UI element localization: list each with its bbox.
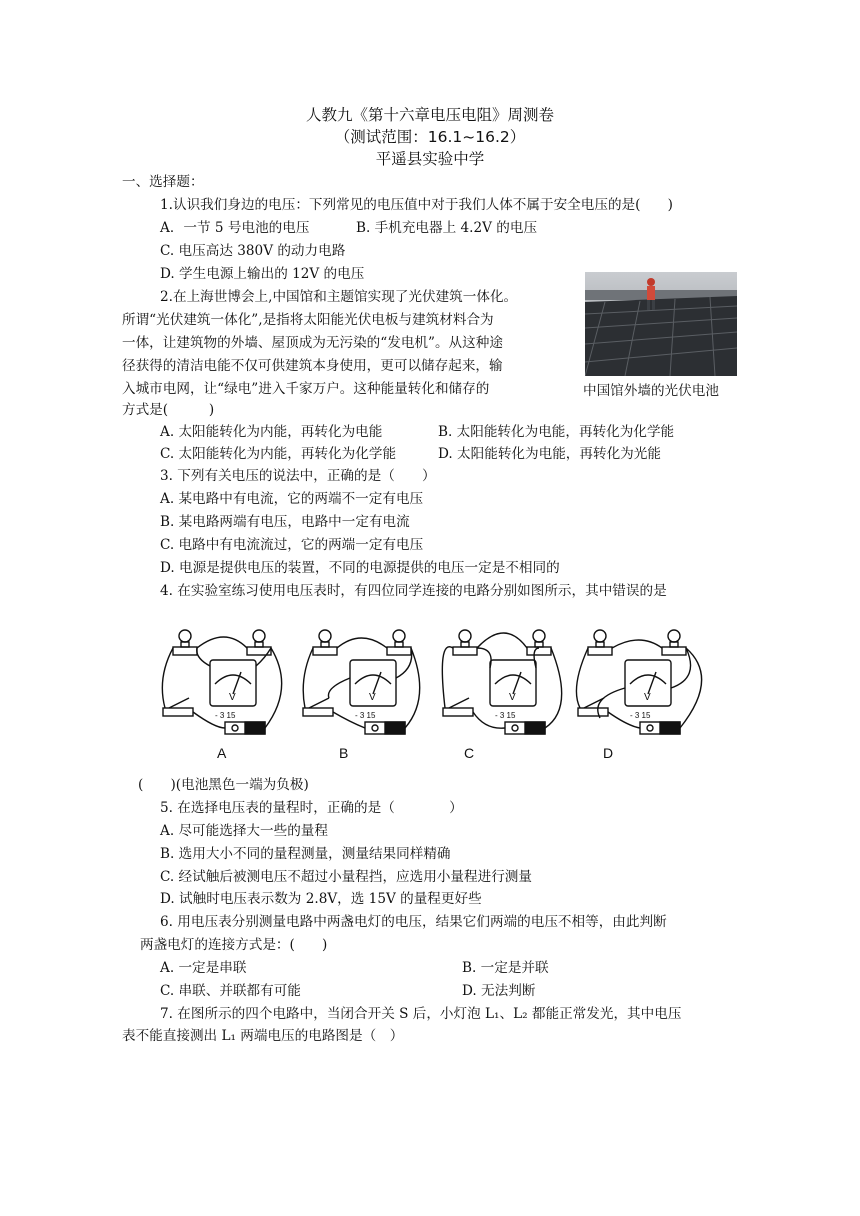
q6-line-1: 6. 用电压表分别测量电路中两盏电灯的电压，结果它们两端的电压不相等，由此判断 xyxy=(160,914,667,930)
q2-line-3: 一体，让建筑物的外墙、屋顶成为无污染的“发电机”。从这种途 xyxy=(122,335,503,351)
voltmeter-symbol: V xyxy=(369,692,376,703)
q3-option-c: C. 电路中有电流流过，它的两端一定有电压 xyxy=(160,537,424,553)
q2-line-1: 2.在上海世博会上,中国馆和主题馆实现了光伏建筑一体化。 xyxy=(160,289,518,305)
circuit-a xyxy=(162,630,281,734)
voltmeter-scale: - 3 15 xyxy=(495,711,516,720)
page-title: 人教九《第十六章电压电阻》周测卷 xyxy=(305,106,554,124)
q2-option-d: D. 太阳能转化为电能，再转化为光能 xyxy=(438,446,661,462)
q3-option-b: B. 某电路两端有电压，电路中一定有电流 xyxy=(160,514,410,530)
q3-stem: 3. 下列有关电压的说法中，正确的是（ ） xyxy=(160,468,436,484)
q1-option-b: B. 手机充电器上 4.2V 的电压 xyxy=(356,220,538,236)
q5-option-a: A. 尽可能选择大一些的量程 xyxy=(160,823,328,839)
bulb-icon xyxy=(387,630,411,655)
q1-stem: 1.认识我们身边的电压：下列常见的电压值中对于我们人体不属于安全电压的是( ) xyxy=(160,197,673,213)
voltmeter-icon xyxy=(350,660,396,720)
voltmeter-scale: - 3 15 xyxy=(215,711,236,720)
voltmeter-symbol: V xyxy=(644,692,651,703)
q7-line-2: 表不能直接测出 L₁ 两端电压的电路图是（ ） xyxy=(122,1028,404,1044)
voltmeter-icon xyxy=(490,660,536,720)
bulb-icon xyxy=(173,630,197,655)
q6-option-b: B. 一定是并联 xyxy=(462,960,549,976)
q2-option-c: C. 太阳能转化为内能，再转化为化学能 xyxy=(160,446,397,462)
circuit-label-a: A xyxy=(217,745,227,761)
bulb-icon xyxy=(662,630,686,655)
q5-option-c: C. 经试触后被测电压不超过小量程挡，应选用小量程进行测量 xyxy=(160,869,532,885)
q1-option-c: C. 电压高达 380V 的动力电路 xyxy=(160,243,346,259)
section-heading: 一、选择题： xyxy=(122,174,204,190)
bulb-icon xyxy=(247,630,271,655)
q6-option-c: C. 串联、并联都有可能 xyxy=(160,983,301,999)
q2-line-2: 所谓“光伏建筑一体化”,是指将太阳能光伏电板与建筑材料合为 xyxy=(122,312,494,328)
q2-line-5: 入城市电网，让“绿电”进入千家万户。这种能量转化和储存的 xyxy=(122,381,490,397)
q4-stem: 4. 在实验室练习使用电压表时，有四位同学连接的电路分别如图所示，其中错误的是 xyxy=(160,583,667,599)
q5-option-b: B. 选用大小不同的量程测量，测量结果同样精确 xyxy=(160,846,451,862)
solar-panel-photo xyxy=(585,272,737,376)
battery-icon xyxy=(505,722,545,734)
q3-option-d: D. 电源是提供电压的装置，不同的电源提供的电压一定是不相同的 xyxy=(160,560,560,576)
circuit-c xyxy=(442,630,561,734)
voltmeter-icon xyxy=(210,660,256,720)
circuit-label-b: B xyxy=(339,745,349,761)
voltmeter-symbol: V xyxy=(509,692,516,703)
switch-icon xyxy=(303,698,333,716)
battery-icon xyxy=(225,722,265,734)
photo-caption: 中国馆外墙的光伏电池 xyxy=(583,383,719,398)
q2-line-4: 径获得的清洁电能不仅可供建筑本身使用，更可以储存起来，输 xyxy=(122,358,503,374)
battery-icon xyxy=(365,722,405,734)
bulb-icon xyxy=(313,630,337,655)
circuit-d xyxy=(576,630,701,734)
bulb-icon xyxy=(453,630,477,655)
battery-icon xyxy=(640,722,680,734)
voltmeter-symbol: V xyxy=(229,692,236,703)
voltmeter-icon xyxy=(625,660,671,720)
q2-option-a: A. 太阳能转化为内能，再转化为电能 xyxy=(160,424,383,440)
switch-icon xyxy=(578,698,608,716)
q5-stem: 5. 在选择电压表的量程时，正确的是（ ） xyxy=(160,800,463,816)
q1-option-d: D. 学生电源上输出的 12V 的电压 xyxy=(160,266,365,282)
q3-option-a: A. 某电路中有电流，它的两端不一定有电压 xyxy=(160,491,424,507)
circuit-b xyxy=(303,630,420,734)
voltmeter-scale: - 3 15 xyxy=(630,711,651,720)
test-range: （测试范围：16.1~16.2） xyxy=(334,128,526,146)
q5-option-d: D. 试触时电压表示数为 2.8V，选 15V 的量程更好些 xyxy=(160,891,482,907)
bulb-icon xyxy=(588,630,612,655)
switch-icon xyxy=(443,698,473,716)
q7-line-1: 7. 在图所示的四个电路中，当闭合开关 S 后，小灯泡 L₁、L₂ 都能正常发光，其中电压 xyxy=(160,1006,682,1022)
voltmeter-scale: - 3 15 xyxy=(355,711,376,720)
q2-line-6: 方式是( ) xyxy=(122,402,215,418)
circuit-diagrams xyxy=(150,618,710,748)
q6-option-d: D. 无法判断 xyxy=(462,983,536,999)
q6-option-a: A. 一定是串联 xyxy=(160,960,247,976)
circuit-label-c: C xyxy=(464,745,475,761)
circuit-label-d: D xyxy=(603,745,614,761)
q1-option-a: A．一节 5 号电池的电压 xyxy=(160,220,310,236)
q6-line-2: 两盏电灯的连接方式是：( ) xyxy=(140,937,328,953)
q4-tail: ( )(电池黑色一端为负极) xyxy=(138,777,309,793)
school-name: 平遥县实验中学 xyxy=(375,150,485,168)
switch-icon xyxy=(163,698,193,716)
q2-option-b: B. 太阳能转化为电能，再转化为化学能 xyxy=(438,424,675,440)
bulb-icon xyxy=(527,630,551,655)
